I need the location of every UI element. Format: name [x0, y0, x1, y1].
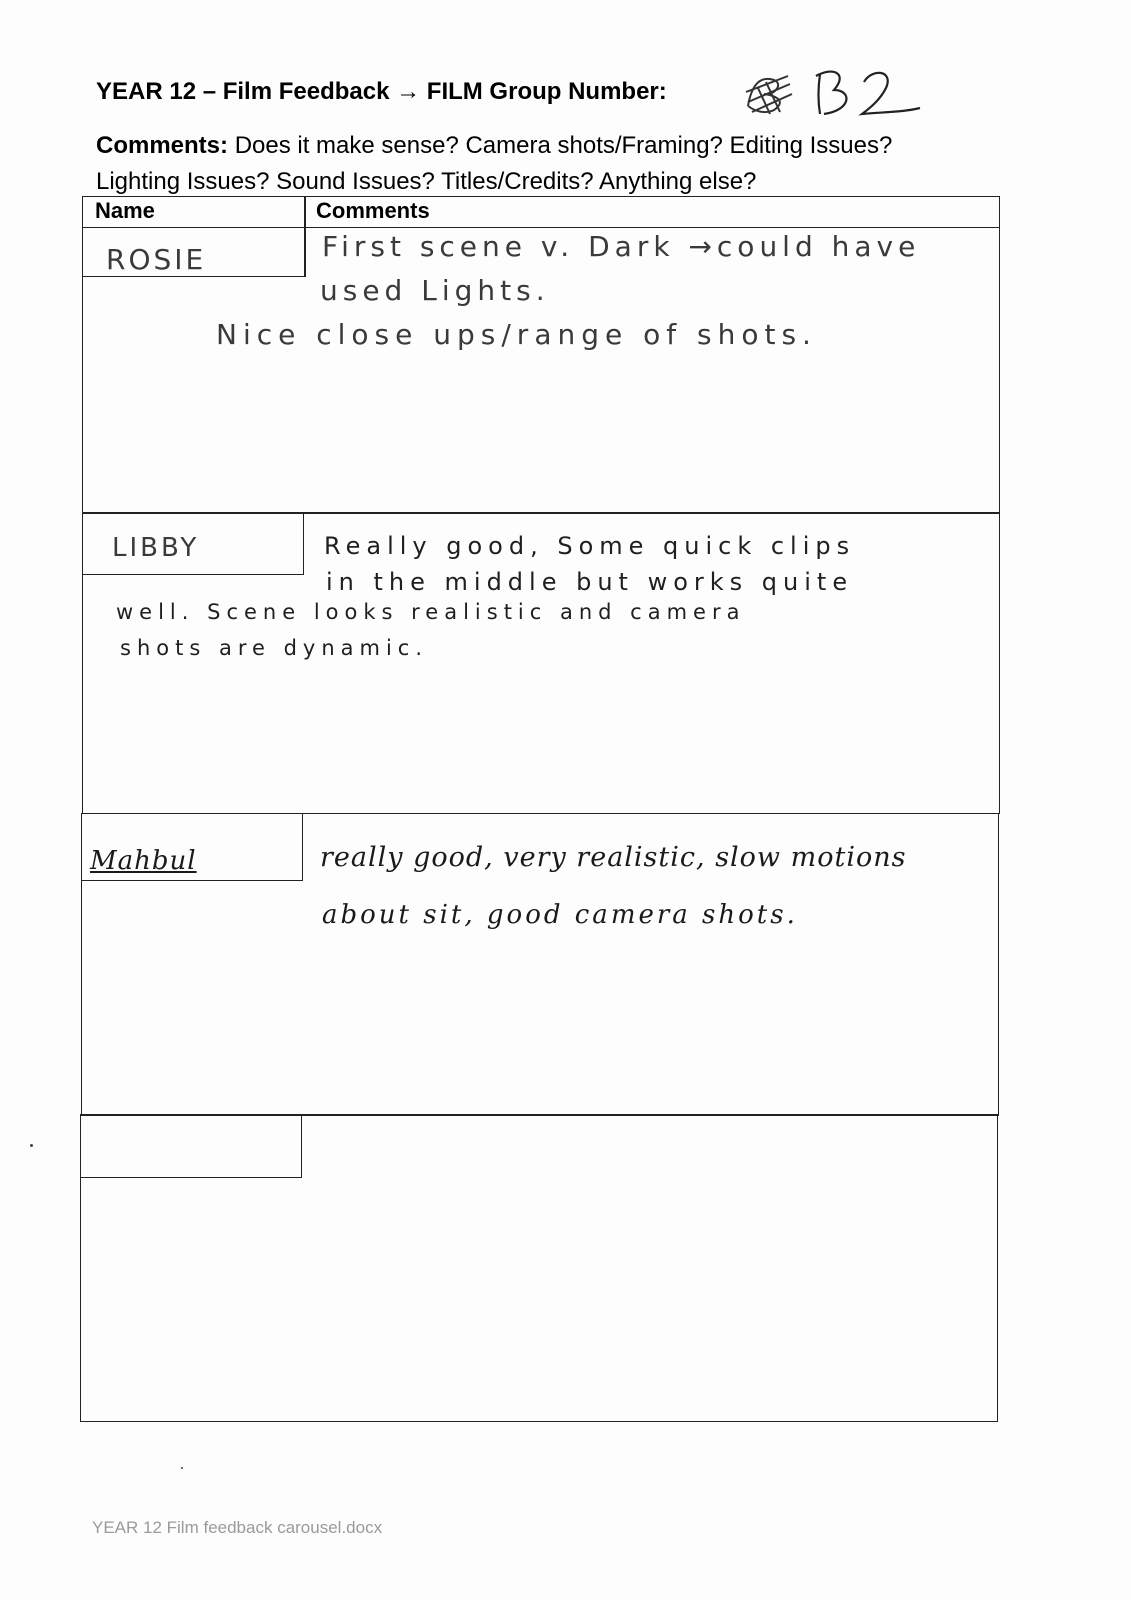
comment-line: really good, very realistic, slow motions [320, 842, 907, 873]
row-name: Mahbul [90, 846, 197, 876]
row-name: LIBBY [112, 533, 200, 563]
comment-line: Really good, Some quick clips [324, 532, 856, 560]
table-header [82, 196, 1000, 228]
comments-prompt-line1: Does it make sense? Camera shots/Framing? Editing Issues? [234, 132, 893, 159]
comment-line: well. Scene looks realistic and camera [116, 600, 746, 624]
comment-line: shots are dynamic. [120, 636, 429, 660]
group-number-handwriting [744, 62, 934, 118]
comments-prompt-line2: Lighting Issues? Sound Issues? Titles/Credits? Anything else? [96, 168, 757, 195]
name-cell [80, 1114, 302, 1178]
column-header-comments: Comments [316, 198, 430, 223]
header-divider [304, 196, 306, 228]
comment-line: First scene v. Dark →could have [322, 230, 921, 263]
comments-prompt [96, 128, 892, 200]
footer-filename: YEAR 12 Film feedback carousel.docx [92, 1518, 383, 1537]
scan-dot [30, 1144, 33, 1147]
comments-label: Comments: [96, 132, 229, 159]
page-title: YEAR 12 – Film Feedback → FILM Group Number: [96, 78, 667, 105]
comment-line: used Lights. [320, 274, 550, 307]
comment-line: about sit, good camera shots. [322, 900, 798, 930]
row-name: ROSIE [106, 243, 207, 276]
comment-line: in the middle but works quite [326, 568, 854, 596]
comment-line: Nice close ups/range of shots. [216, 318, 817, 351]
scan-dot [181, 1467, 183, 1469]
column-header-name: Name [95, 198, 155, 223]
